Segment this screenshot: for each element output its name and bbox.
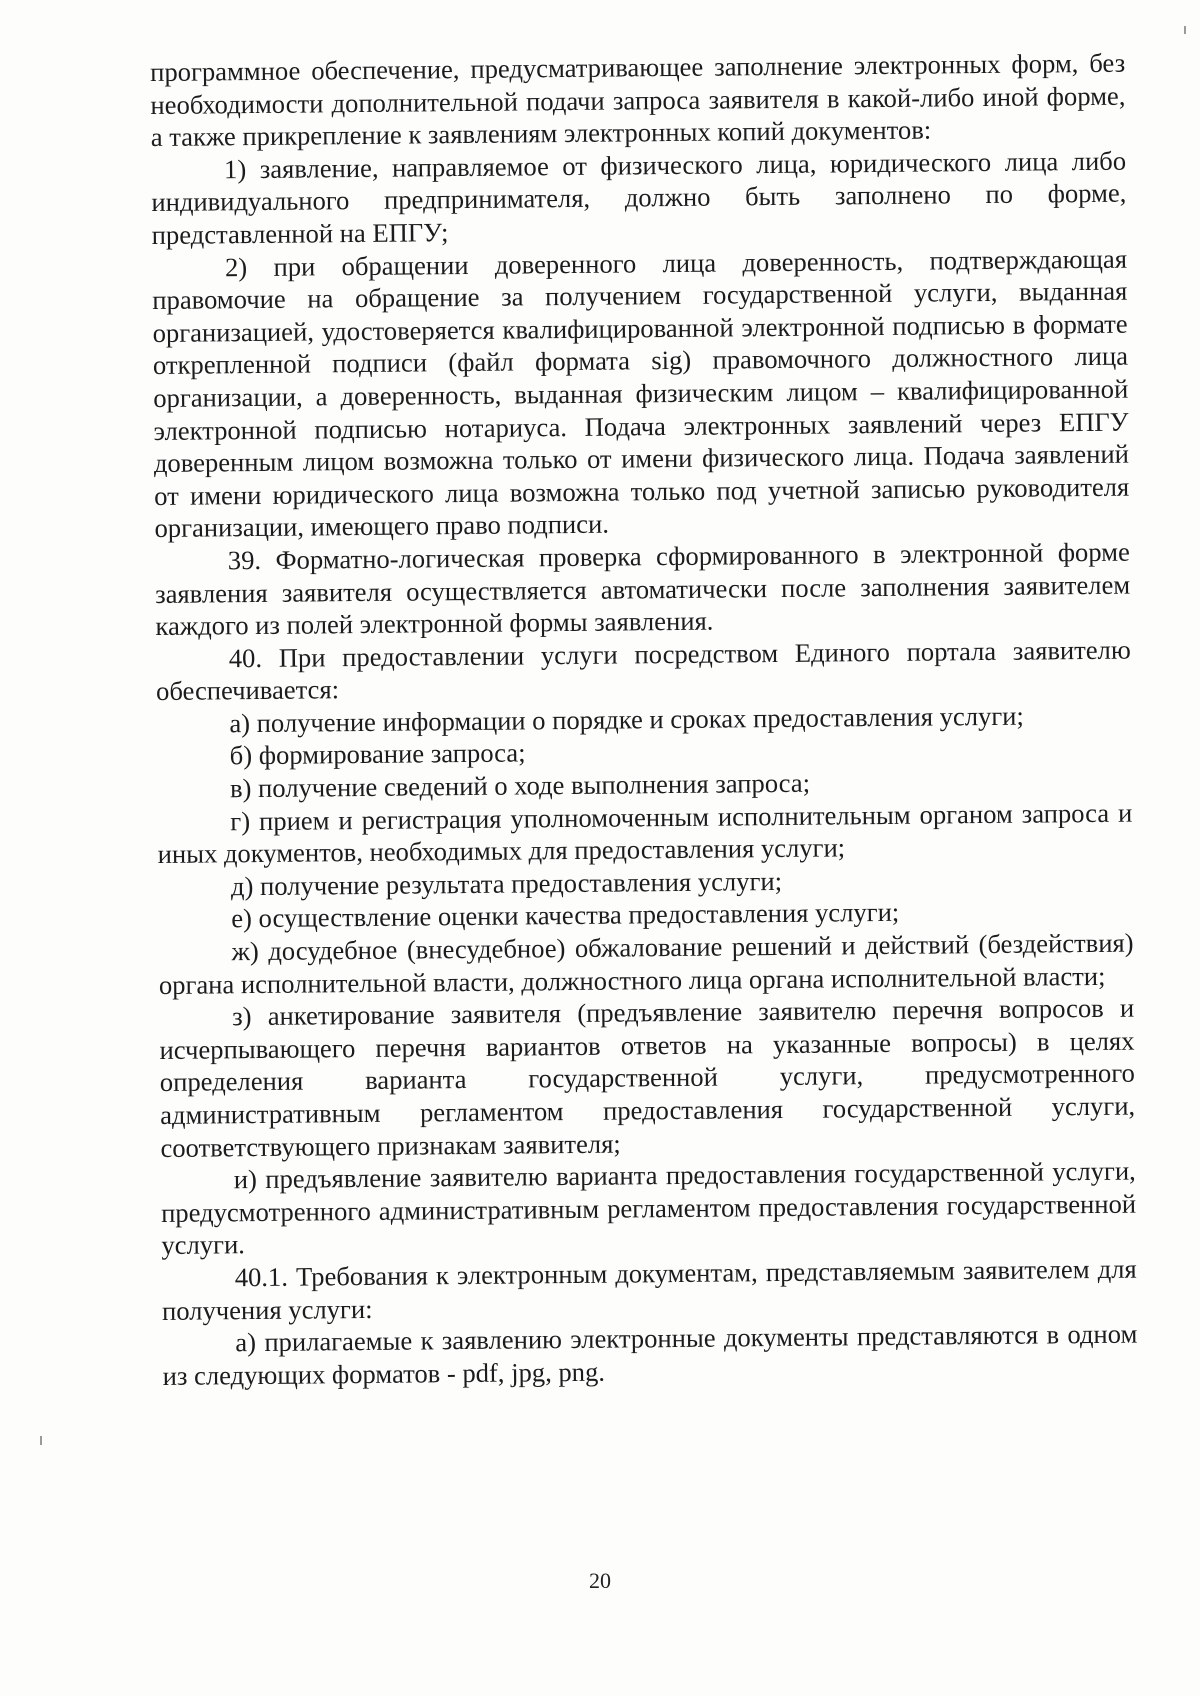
- paragraph-intro: программное обеспечение, предусматривающее заполнение электронных форм, без необходимости дополнительной подачи запроса заявителя в какой-либо иной форме, а также прикрепление к заявлениям электронных копий документов:: [150, 47, 1126, 153]
- paragraph-40-zh: ж) досудебное (внесудебное) обжалование решений и действий (бездействия) органа исполнительной власти, должностного лица органа исполнительной власти;: [158, 927, 1134, 1000]
- document-body: [150, 47, 1138, 1393]
- scan-artifact-mark: [40, 1436, 42, 1445]
- paragraph-40-i: и) предъявление заявителю варианта предоставления государственной услуги, предусмотренного административным регламентом предоставления государственной услуги.: [160, 1155, 1137, 1261]
- paragraph-40: 40. При предоставлении услуги посредством Единого портала заявителю обеспечивается:: [155, 634, 1131, 707]
- paragraph-40-a: а) получение информации о порядке и сроках предоставления услуги;: [229, 700, 1024, 739]
- paragraph-40-d: д) получение результата предоставления услуги;: [230, 865, 783, 902]
- paragraph-item-1: 1) заявление, направляемое от физического лица, юридического лица либо индивидуального предпринимателя, должно быть заполнено по форме, представленной на ЕПГУ;: [151, 145, 1127, 250]
- paragraph-40-1-a: а) прилагаемые к заявлению электронные документы представляются в одном из следующих форматов - pdf, jpg, png.: [162, 1318, 1138, 1391]
- paragraph-40-v: в) получение сведений о ходе выполнения запроса;: [229, 767, 811, 804]
- paragraph-item-2: 2) при обращении доверенного лица доверенность, подтверждающая правомочие на обращение за получением государственной услуги, выданная организацией, удостоверяется квалифицированной электронной подписью в формате открепленной подписи (файл формата sig) правомочного должностного лица организации, а доверенность, выданная физическим лицом – квалифицированной электронной подписью нотариуса. Подача электронных заявлений через ЕПГУ доверенным лицом возможна только от имени физического лица. Подача заявлений от имени юридического лица возможна только под учетной записью руководителя организации, имеющего право подписи.: [152, 243, 1130, 544]
- paragraph-40-e: е) осуществление оценки качества предоставления услуги;: [231, 897, 900, 934]
- paragraph-40-b: б) формирование запроса;: [229, 737, 526, 771]
- scan-artifact-mark: [1184, 26, 1186, 34]
- paragraph-40-g: г) прием и регистрация уполномоченным исполнительным органом запроса и иных документов, необходимых для предоставления услуги;: [157, 797, 1133, 870]
- paragraph-40-z: з) анкетирование заявителя (предъявление заявителю перечня вопросов и исчерпывающего перечня вариантов ответов на указанные вопросы) в целях определения варианта государственной услуги, предусмотренного административным регламентом предоставления государственной услуги, соответствующего признакам заявителя;: [159, 992, 1136, 1163]
- paragraph-39: 39. Форматно-логическая проверка сформированного в электронной форме заявления заявителя осуществляется автоматически после заполнения заявителем каждого из полей электронной формы заявления.: [155, 536, 1131, 642]
- paragraph-40-1: 40.1. Требования к электронным документам, представляемым заявителем для получения услуги:: [161, 1253, 1137, 1326]
- page-number: 20: [589, 1568, 611, 1593]
